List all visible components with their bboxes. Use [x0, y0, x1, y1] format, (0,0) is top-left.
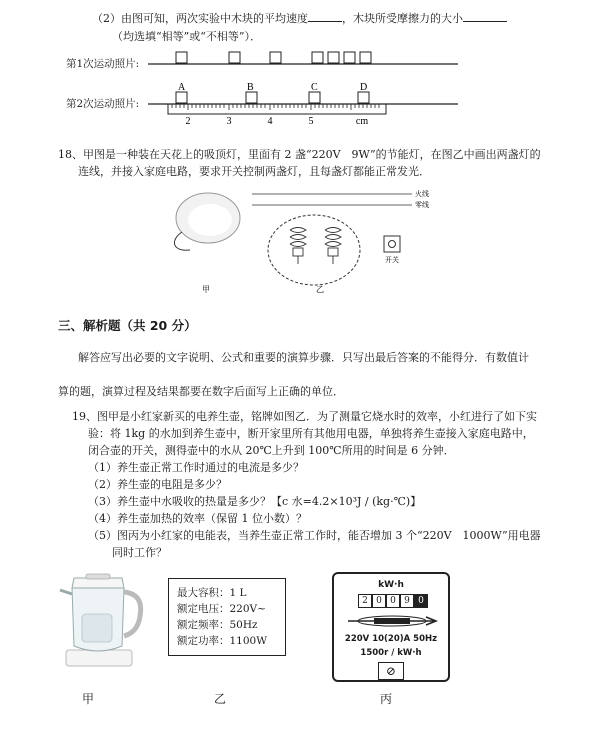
row2-block-a: [176, 92, 187, 103]
bulb-2: [325, 228, 341, 265]
ruler-ticks: [172, 104, 379, 110]
ceiling-lamp-photo: [174, 193, 240, 250]
section-instruction-1: 解答应写出必要的文字说明、公式和重要的演算步骤．只写出最后答案的不能得分．有数值计: [78, 351, 529, 364]
q18-line2: 连线，并接入家庭电路，要求开关控制两盏灯，且每盏灯都能正常发光．: [78, 165, 430, 178]
section-instruction-2: 算的题，演算过程及结果都要在数字后面写上正确的单位．: [58, 385, 344, 398]
energy-meter: [332, 572, 450, 682]
motion-photos-figure: [0, 0, 600, 130]
row1-block: [229, 52, 240, 63]
point-label-b: B: [247, 82, 254, 93]
row1-block: [328, 52, 339, 63]
meter-constant: 1500r / kW·h: [360, 648, 422, 658]
wall-switch: [384, 236, 400, 252]
q17-2-line2: （均选填“相等”或“不相等”）．: [112, 30, 261, 43]
q19-sub2: （2）养生壶的电阻是多少？: [88, 478, 227, 491]
point-label-d: D: [360, 82, 368, 93]
row1-label: 第1次运动照片:: [66, 58, 140, 70]
meter-digits: [358, 594, 428, 608]
lamp-housing-dashed: [268, 215, 360, 285]
q19-sub5b: 同时工作？: [112, 546, 167, 559]
meter-disc-icon: [344, 612, 440, 630]
row1-block: [360, 52, 371, 63]
q18-line1: 18、甲图是一种装在天花上的吸顶灯，里面有 2 盏“220V 9W”的节能灯，在图乙中画出两盏灯的: [58, 148, 541, 161]
caption-jia-q18: 甲: [202, 285, 210, 294]
meter-rating: 220V 10(20)A 50Hz: [344, 634, 438, 644]
ruler-number: 3: [226, 116, 232, 127]
row2-label: 第2次运动照片:: [66, 98, 140, 110]
q19-sub5a: （5）图丙为小红家的电能表，当养生壶正常工作时，能否增加 3 个“220V 1000W”用电器: [88, 529, 541, 542]
meter-digit: 0: [372, 594, 386, 608]
ruler-number: 4: [267, 116, 273, 127]
row2-block-c: [309, 92, 320, 103]
ruler-number: 5: [308, 116, 314, 127]
switch-label: 开关: [385, 256, 399, 264]
q19-sub1: （1）养生壶正常工作时通过的电流是多少？: [88, 461, 304, 474]
nameplate-box: [168, 578, 286, 656]
nameplate-frequency: 额定频率：50Hz: [177, 619, 258, 631]
point-label-a: A: [178, 82, 186, 93]
q19-sub4: （4）养生壶加热的效率（保留 1 位小数）？: [88, 512, 307, 525]
q19-sub3: （3）养生壶中水吸收的热量是多少？【c 水=4.2×10³J / (kg·℃)】: [88, 495, 422, 508]
kettle-photo: [52, 566, 148, 672]
caption-yi: 乙: [214, 692, 227, 706]
caption-bing: 丙: [380, 692, 393, 706]
nameplate-power: 额定功率：1100W: [177, 635, 268, 647]
row2-block-b: [246, 92, 257, 103]
neutral-wire-label: 零线: [415, 201, 429, 209]
ruler: [168, 104, 386, 114]
meter-digit: 2: [358, 594, 372, 608]
ruler-number: 2: [185, 116, 191, 127]
meter-digit: 9: [400, 594, 414, 608]
q18-figure: [160, 180, 460, 296]
q19-line1: 19、图甲是小红家新买的电养生壶，铭牌如图乙．为了测量它烧水时的效率，小红进行了如下实: [72, 410, 537, 423]
nameplate-capacity: 最大容积：1 L: [177, 587, 247, 599]
q17-2-text-b: ，木块所受摩擦力的大小: [342, 12, 463, 25]
live-wire-label: 火线: [415, 190, 429, 198]
row1-block: [176, 52, 187, 63]
section-heading: 三、解析题（共 20 分）: [58, 318, 197, 333]
ruler-unit: cm: [355, 116, 369, 127]
row2-block-d: [358, 92, 369, 103]
nameplate-voltage: 额定电压：220V~: [177, 603, 266, 615]
meter-digit-decimal: 0: [414, 594, 428, 608]
meter-digit: 0: [386, 594, 400, 608]
meter-terminal-icon: ⊘: [378, 662, 404, 680]
q19-line2: 验：将 1kg 的水加到养生壶中，断开家里所有其他用电器，单独将养生壶接入家庭电路中，: [88, 427, 534, 440]
bulb-1: [290, 228, 306, 265]
caption-yi-q18: 乙: [316, 285, 324, 294]
q19-line3: 闭合壶的开关，测得壶中的水从 20℃上升到 100℃所用的时间是 6 分钟．: [88, 444, 455, 457]
row1-block: [270, 52, 281, 63]
row1-block: [312, 52, 323, 63]
q17-2-text-a: （2）由图可知，两次实验中木块的平均速度: [92, 12, 308, 25]
row1-block: [344, 52, 355, 63]
point-label-c: C: [311, 82, 318, 93]
meter-unit: kW·h: [378, 580, 404, 590]
caption-jia: 甲: [82, 692, 95, 706]
